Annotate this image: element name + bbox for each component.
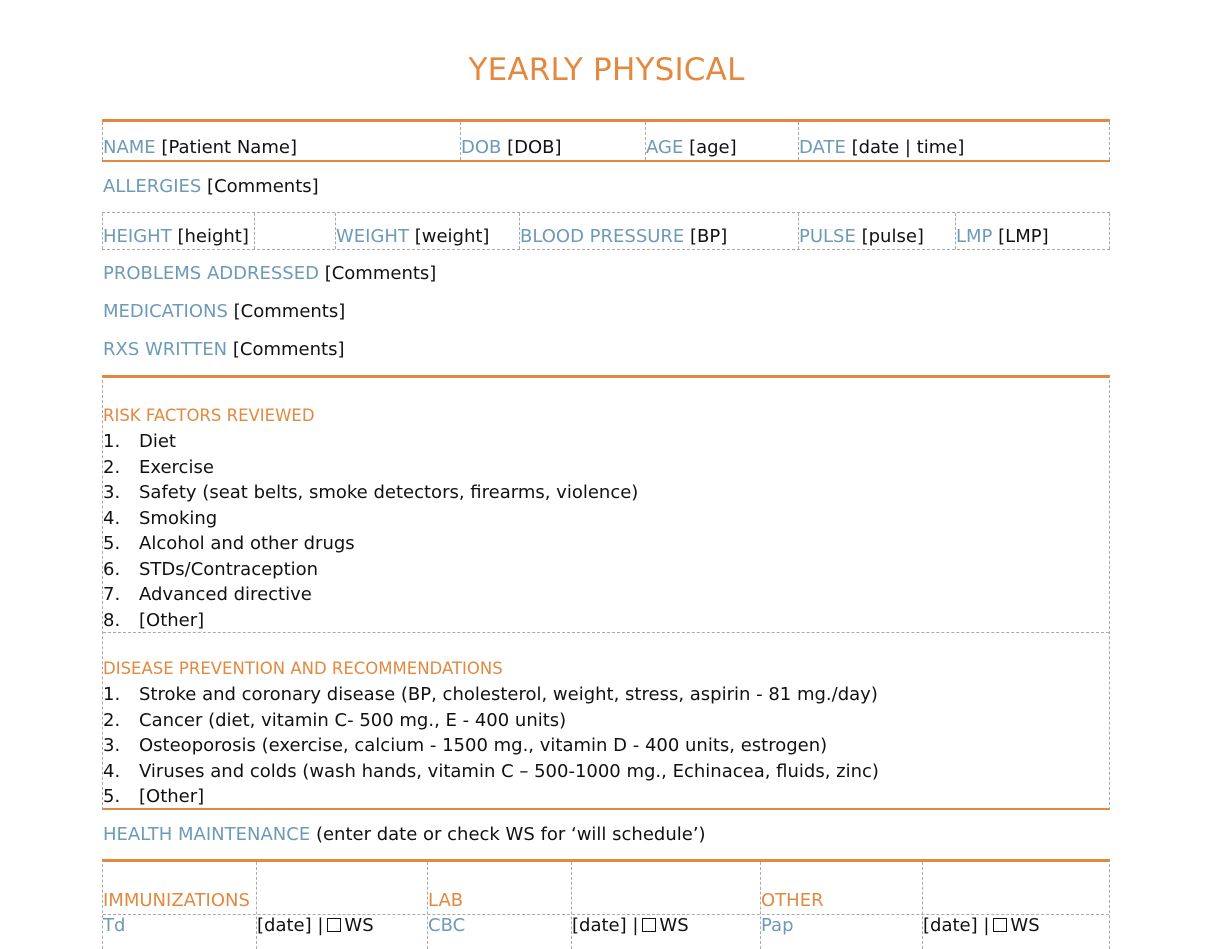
page-title: YEARLY PHYSICAL — [468, 52, 745, 88]
date-field[interactable]: [date | time] — [851, 137, 965, 158]
pap-label: Pap — [761, 915, 794, 936]
height-label: HEIGHT — [103, 226, 172, 247]
pulse-cell — [798, 213, 955, 249]
weight-label: WEIGHT — [336, 226, 409, 247]
checkbox-icon[interactable] — [327, 918, 341, 932]
name-label: NAME — [103, 137, 156, 158]
lmp-label: LMP — [956, 226, 993, 247]
rxs-label: RXS WRITTEN — [103, 339, 228, 360]
problems-field[interactable]: [Comments] — [324, 263, 437, 284]
risk-heading: RISK FACTORS REVIEWED — [103, 406, 315, 425]
rxs-line — [103, 339, 344, 360]
health-maintenance-label: HEALTH MAINTENANCE — [103, 824, 311, 845]
height-field[interactable]: [height] — [177, 226, 249, 247]
section-divider — [103, 632, 1109, 633]
blood-pressure-cell — [519, 213, 798, 249]
immunizations-heading: IMMUNIZATIONS — [103, 890, 250, 911]
allergies-label: ALLERGIES — [103, 176, 202, 197]
lmp-cell — [955, 213, 1110, 249]
dob-cell — [460, 122, 645, 160]
problems-line — [103, 263, 436, 284]
name-field[interactable]: [Patient Name] — [161, 137, 297, 158]
prevention-heading: DISEASE PREVENTION AND RECOMMENDATIONS — [103, 659, 503, 678]
blood-pressure-field[interactable]: [BP] — [690, 226, 728, 247]
checkbox-icon[interactable] — [993, 918, 1007, 932]
td-label: Td — [103, 915, 126, 936]
weight-field[interactable]: [weight] — [414, 226, 490, 247]
problems-label: PROBLEMS ADDRESSED — [103, 263, 319, 284]
cbc-date-field[interactable]: [date] | WS — [572, 915, 689, 936]
name-cell — [102, 122, 460, 160]
patient-info-row — [102, 119, 1110, 162]
vitals-row — [102, 212, 1110, 250]
pap-date-field[interactable]: [date] | WS — [923, 915, 1040, 936]
allergies-line — [103, 176, 319, 197]
height-cell — [102, 213, 254, 249]
medications-line — [103, 301, 345, 322]
health-maintenance-note: (enter date or check WS for ‘will schedule’) — [315, 824, 706, 845]
dob-field[interactable]: [DOB] — [507, 137, 562, 158]
blood-pressure-label: BLOOD PRESSURE — [520, 226, 685, 247]
checkbox-icon[interactable] — [642, 918, 656, 932]
dob-label: DOB — [461, 137, 502, 158]
pulse-field[interactable]: [pulse] — [861, 226, 924, 247]
lab-heading: LAB — [428, 890, 464, 911]
health-maintenance-table — [102, 859, 1110, 949]
rxs-field[interactable]: [Comments] — [232, 339, 345, 360]
weight-cell — [335, 213, 519, 249]
date-cell — [798, 122, 1110, 160]
age-cell — [645, 122, 798, 160]
allergies-field[interactable]: [Comments] — [207, 176, 319, 197]
pulse-label: PULSE — [799, 226, 856, 247]
lmp-field[interactable]: [LMP] — [998, 226, 1049, 247]
age-field[interactable]: [age] — [689, 137, 737, 158]
other-heading: OTHER — [761, 890, 824, 911]
medications-field[interactable]: [Comments] — [233, 301, 346, 322]
empty-cell — [254, 213, 335, 249]
date-label: DATE — [799, 137, 846, 158]
age-label: AGE — [646, 137, 684, 158]
medications-label: MEDICATIONS — [103, 301, 228, 322]
risk-prevention-box: RISK FACTORS REVIEWED 1. Diet 2. Exercise 3. Safety (seat belts, smoke detectors, firearms, violence) 4. Smoking 5. Alcohol and other drugs 6. STDs/Contraception 7. Advanced directive 8. [Other] DISEASE PREVENTION AND RECOMMENDATIONS 1. Stroke and coronary disease (BP, cholesterol, weight, stress, aspirin - 81 mg./day) 2. Cancer (diet, vitamin C- 500 mg., E - 400 units) 3. Osteoporosis (exercise, calcium - 1500 mg., vitamin D - 400 units, estrogen) 4. Viruses and colds (wash hands, vitamin C – 500-1000 mg., Echinacea, fluids, zinc) 5. [Other] — [102, 375, 1110, 810]
cbc-label: CBC — [428, 915, 466, 936]
td-date-field[interactable]: [date] | WS — [257, 915, 374, 936]
health-maintenance-line — [103, 824, 706, 845]
